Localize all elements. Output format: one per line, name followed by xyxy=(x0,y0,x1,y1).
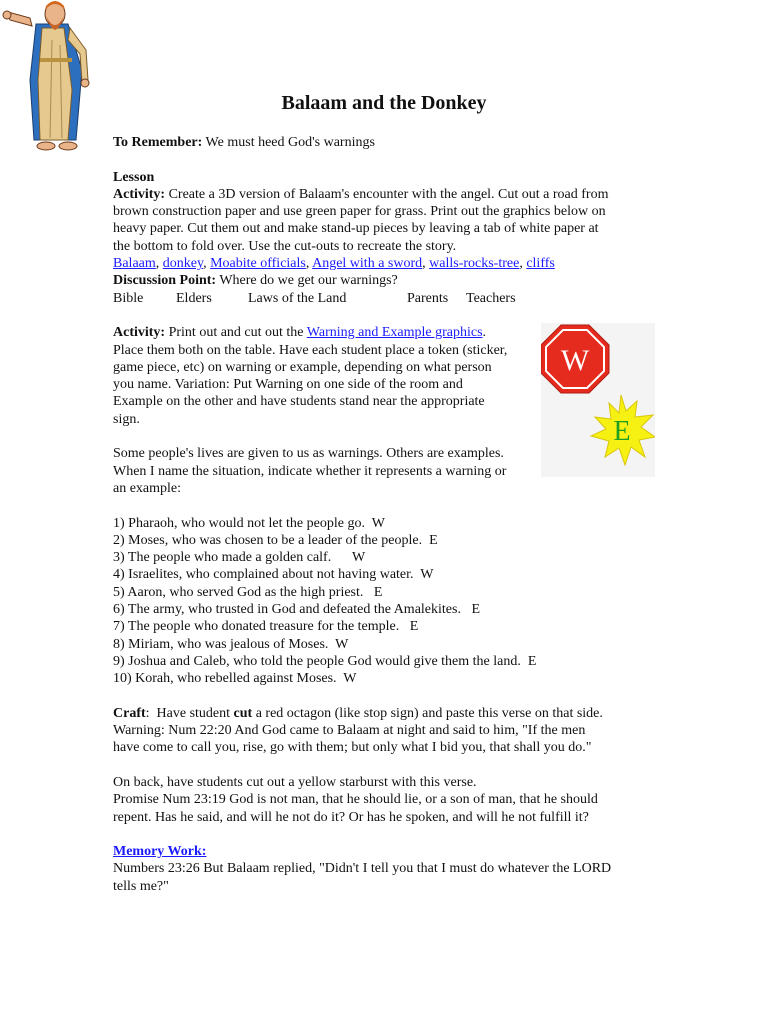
list-item: 9) Joshua and Caleb, who told the people God would give them the land. E xyxy=(113,653,537,669)
list-item: 4) Israelites, who complained about not having water. W xyxy=(113,567,434,583)
list-item: 10) Korah, who rebelled against Moses. W xyxy=(113,671,357,687)
activity-text: heavy paper. Cut them out and make stand-up pieces by leaving a tab of white paper at xyxy=(113,221,599,237)
to-remember xyxy=(113,134,653,151)
signs-svg xyxy=(541,323,655,477)
activity2-text: Place them both on the table. Have each student place a token (sticker, xyxy=(113,342,508,358)
activity2-text: you name. Variation: Put Warning on one side of the room and xyxy=(113,377,463,393)
example-letter: E xyxy=(613,416,631,447)
activity-text: brown construction paper and use green paper for grass. Print out the graphics below on xyxy=(113,204,606,220)
warning-example-graphic xyxy=(541,323,655,477)
link-cliffs[interactable]: cliffs xyxy=(526,256,555,272)
memory-work-heading[interactable]: Memory Work: xyxy=(113,844,207,860)
list-item: 5) Aaron, who served God as the high priest. E xyxy=(113,584,383,600)
link-moabite-officials[interactable]: Moabite officials xyxy=(210,256,306,272)
intro-text: Some people's lives are given to us as warnings. Others are examples. xyxy=(113,446,504,462)
list-item: 6) The army, who trusted in God and defeated the Amalekites. E xyxy=(113,602,481,618)
lesson-content xyxy=(113,134,653,895)
list-item: 7) The people who donated treasure for the temple. E xyxy=(113,619,419,635)
option-teachers: Teachers xyxy=(466,290,516,306)
graphics-links: Balaam, donkey, Moabite officials, Angel with a sword, walls-rocks-tree, cliffs xyxy=(113,256,555,272)
discussion-label: Discussion Point: xyxy=(113,273,217,289)
to-remember-label: To Remember: xyxy=(113,135,203,150)
activity-line xyxy=(113,186,653,203)
link-warning-example-graphics[interactable]: Warning and Example graphics xyxy=(306,325,483,341)
activity2-text: Example on the other and have students stand near the appropriate xyxy=(113,394,485,410)
option-laws: Laws of the Land xyxy=(248,290,347,306)
option-bible: Bible xyxy=(113,290,144,306)
lesson-heading: Lesson xyxy=(113,169,155,185)
page-title: Balaam and the Donkey xyxy=(281,92,487,114)
discussion-point xyxy=(113,272,653,289)
back-text: Promise Num 23:19 God is not man, that he should lie, or a son of man, that he should xyxy=(113,792,598,808)
craft-label: Craft xyxy=(113,705,146,721)
activity-text: the bottom to fold over. Use the cut-outs to recreate the story. xyxy=(113,238,457,254)
warning-letter: W xyxy=(560,344,590,377)
option-elders: Elders xyxy=(176,290,212,306)
list-item: 8) Miriam, who was jealous of Moses. W xyxy=(113,636,349,652)
craft-text: Warning: Num 22:20 And God came to Balaam at night and said to him, "If the men xyxy=(113,723,586,739)
to-remember-text: We must heed God's warnings xyxy=(205,135,375,150)
activity2-text: game piece, etc) on warning or example, depending on what person xyxy=(113,359,492,375)
activity-label: Activity: xyxy=(113,186,166,202)
balaam-figure-illustration xyxy=(0,0,100,155)
discussion-options xyxy=(113,290,653,307)
craft-line: Craft: Have student cut a red octagon (like stop sign) and paste this verse on that side. xyxy=(113,705,603,721)
intro-text: When I name the situation, indicate whether it represents a warning or xyxy=(113,463,507,479)
back-text: On back, have students cut out a yellow starburst with this verse. xyxy=(113,774,477,790)
intro-text: an example: xyxy=(113,480,182,496)
activity2-label: Activity: xyxy=(113,325,166,341)
memory-text: tells me?" xyxy=(113,878,169,894)
link-walls-rocks-tree[interactable]: walls-rocks-tree xyxy=(429,256,520,272)
activity2-text: sign. xyxy=(113,411,140,427)
list-item: 2) Moses, who was chosen to be a leader of the people. E xyxy=(113,532,438,548)
list-item: 3) The people who made a golden calf. W xyxy=(113,550,366,566)
list-item: 1) Pharaoh, who would not let the people go. W xyxy=(113,515,385,531)
activity-text: Create a 3D version of Balaam's encounter with the angel. Cut out a road from xyxy=(168,186,609,202)
link-donkey[interactable]: donkey xyxy=(162,256,204,272)
memory-text: Numbers 23:26 But Balaam replied, "Didn't I tell you that I must do whatever the LORD xyxy=(113,861,612,877)
link-balaam[interactable]: Balaam xyxy=(113,256,156,272)
discussion-text: Where do we get our warnings? xyxy=(219,273,398,289)
craft-text: have come to call you, rise, go with them; but only what I bid you, that shall you do." xyxy=(113,740,592,756)
link-angel-with-sword[interactable]: Angel with a sword xyxy=(312,256,423,272)
option-parents: Parents xyxy=(407,290,449,306)
activity2-line: Activity: Print out and cut out the Warning and Example graphics. xyxy=(113,325,487,341)
back-text: repent. Has he said, and will he not do it? Or has he spoken, and will he not fulfill it? xyxy=(113,809,589,825)
